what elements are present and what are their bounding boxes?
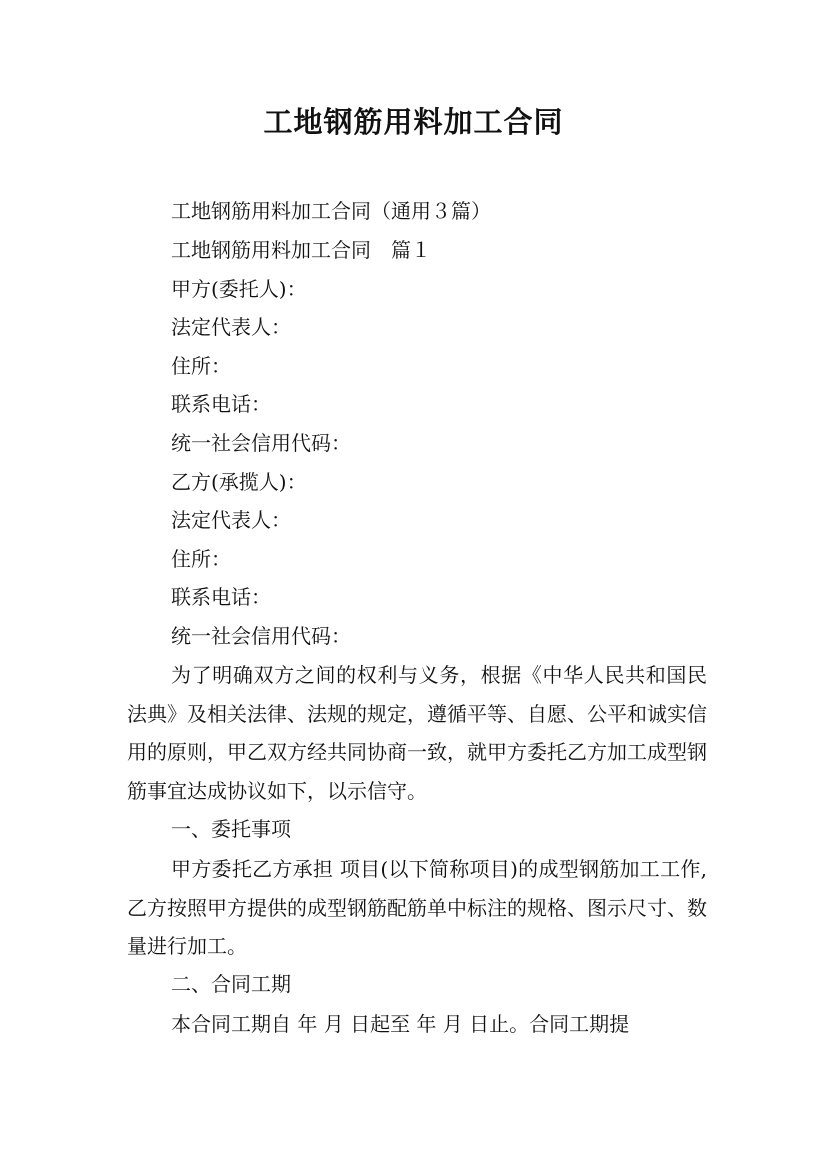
party-a-address: 住所：	[171, 354, 231, 378]
clause-2-heading: 二、合同工期	[171, 972, 291, 996]
party-b-credit-code: 统一社会信用代码：	[171, 624, 351, 648]
party-b-phone: 联系电话：	[171, 585, 271, 609]
intro-paragraph: 为了明确双方之间的权利与义务，根据《中华人民共和国民法典》及相关法律、法规的规定，遵循平等、自愿、公平和诚实信用的原则，甲乙双方经共同协商一致，就甲方委托乙方加工成型钢筋事宜达成协议如下，以示信守。	[127, 663, 707, 803]
section-heading: 工地钢筋用料加工合同 篇１	[171, 238, 431, 262]
document-subtitle: 工地钢筋用料加工合同（通用３篇）	[171, 199, 491, 223]
party-a-credit-code: 统一社会信用代码：	[171, 431, 351, 455]
party-a-label: 甲方(委托人)：	[171, 277, 307, 301]
party-b-legal-rep: 法定代表人：	[171, 508, 291, 532]
clause-1-heading: 一、委托事项	[171, 817, 291, 841]
party-b-address: 住所：	[171, 547, 231, 571]
party-b-label: 乙方(承揽人)：	[171, 470, 307, 494]
party-a-legal-rep: 法定代表人：	[171, 315, 291, 339]
document-title: 工地钢筋用料加工合同	[263, 105, 564, 139]
party-a-phone: 联系电话：	[171, 392, 271, 416]
clause-1-text: 甲方委托乙方承担 项目(以下简称项目)的成型钢筋加工工作,乙方按照甲方提供的成型钢筋配筋单中标注的规格、图示尺寸、数量进行加工。	[127, 857, 707, 959]
clause-2-text: 本合同工期自 年 月 日起至 年 月 日止。合同工期提	[171, 1012, 630, 1036]
